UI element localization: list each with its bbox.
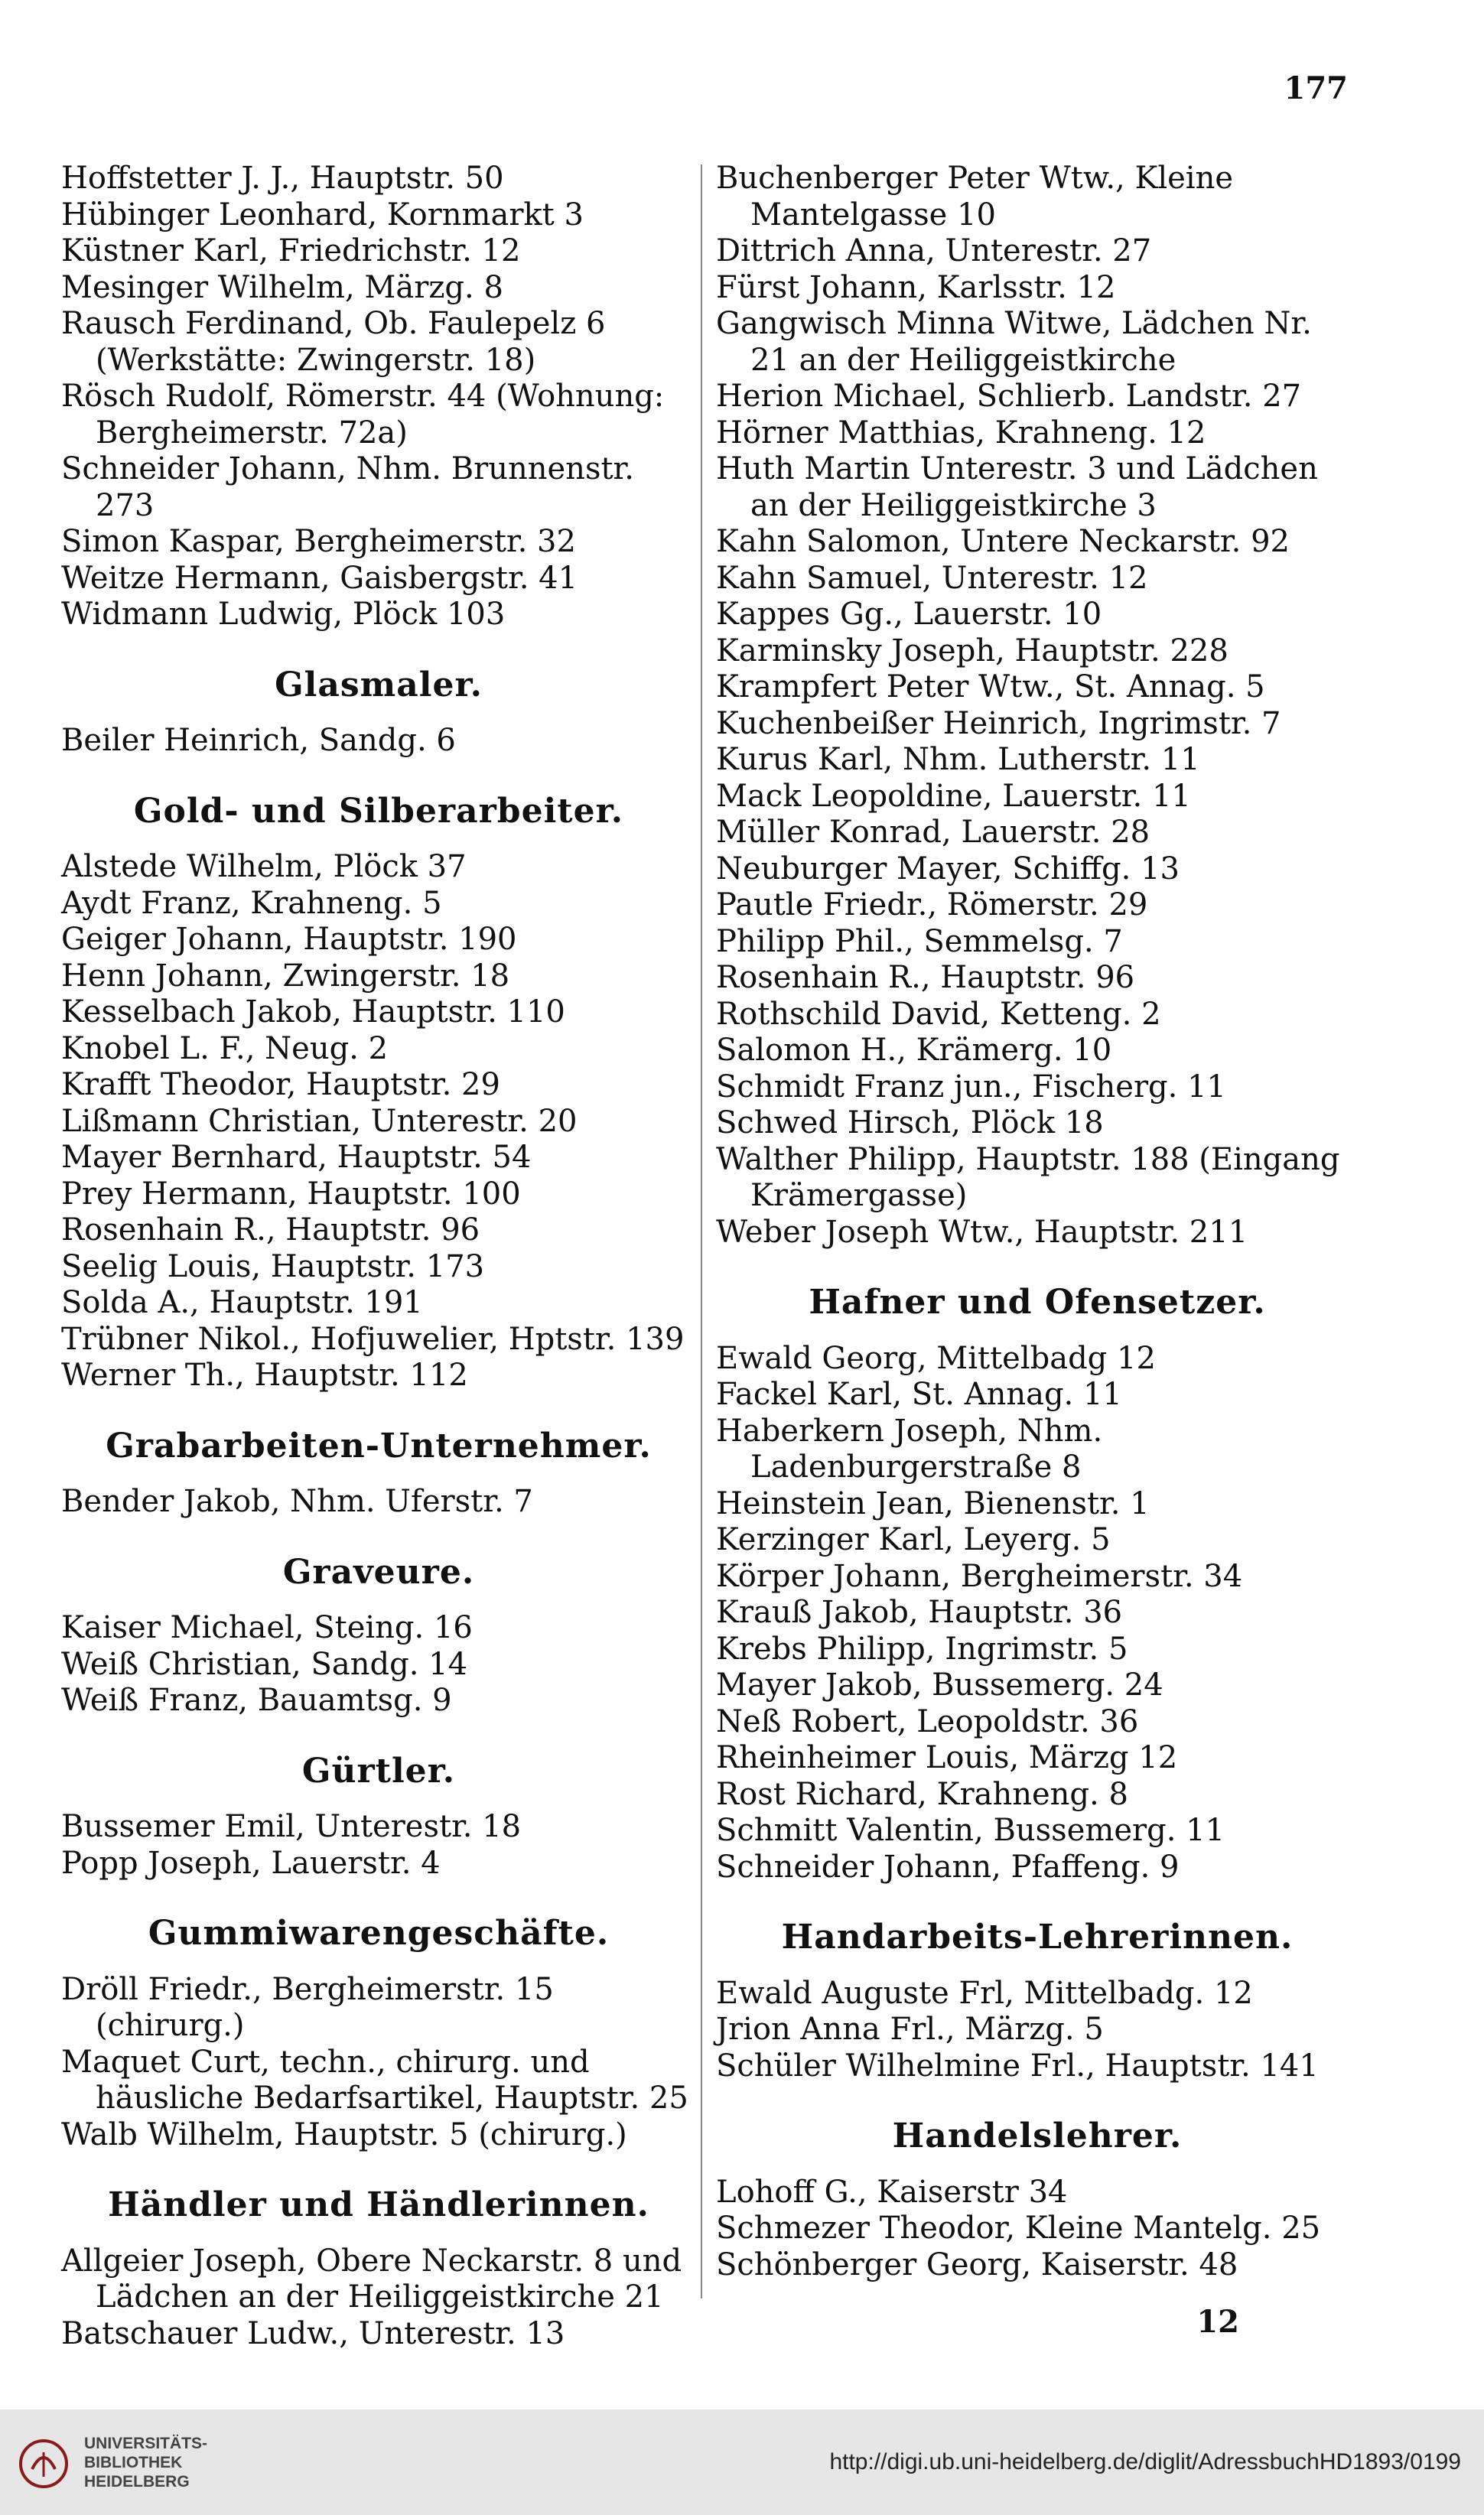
list-entry: Schwed Hirsch, Plöck 18 [716,1105,1104,1140]
list-entry: Geiger Johann, Hauptstr. 190 [61,922,517,957]
list-entry: Pautle Friedr., Römerstr. 29 [716,887,1148,922]
section-hafner [716,1284,1359,1885]
list-entry: Schmidt Franz jun., Fischerg. 11 [716,1069,1226,1105]
list-entry: Bender Jakob, Nhm. Uferstr. 7 [61,1484,533,1519]
list-entry: Maquet Curt, techn., chirurg. und häusliche Bedarfsartikel, Hauptstr. 25 [61,2044,688,2116]
list-entry: Küstner Karl, Friedrichstr. 12 [61,233,521,268]
list-entry: Schmitt Valentin, Bussemerg. 11 [716,1813,1225,1848]
list-entry: Dittrich Anna, Unterestr. 27 [716,233,1152,268]
list-entry: Mayer Bernhard, Hauptstr. 54 [61,1140,532,1175]
list-entry: Gangwisch Minna Witwe, Lädchen Nr. 21 an der Heiliggeistkirche [716,306,1312,378]
list-entry: Hörner Matthias, Krahneng. 12 [716,415,1206,451]
list-entry: Rosenhain R., Hauptstr. 96 [716,960,1135,995]
list-entry: Herion Michael, Schlierb. Landstr. 27 [716,379,1302,414]
list-entry: Haberkern Joseph, Nhm. Ladenburgerstraße 8 [716,1413,1103,1485]
list-entry: Beiler Heinrich, Sandg. 6 [61,723,456,758]
section-gummiwaren [61,1915,696,2153]
section-haendler [61,2187,696,2352]
list-entry: Walther Philipp, Hauptstr. 188 (Eingang Krämergasse) [716,1141,1340,1213]
list-entry: Dröll Friedr., Bergheimerstr. 15 (chirurg.) [61,1971,554,2043]
list-entry: Kurus Karl, Nhm. Lutherstr. 11 [716,742,1200,777]
list-entry: Neß Robert, Leopoldstr. 36 [716,1703,1139,1739]
list-entry: Widmann Ludwig, Plöck 103 [61,597,506,632]
list-entry: Seelig Louis, Hauptstr. 173 [61,1248,485,1284]
list-entry: Batschauer Ludw., Unterestr. 13 [61,2315,565,2351]
list-entry: Ewald Auguste Frl, Mittelbadg. 12 [716,1975,1253,2011]
list-entry: Heinstein Jean, Bienenstr. 1 [716,1485,1150,1521]
list-entry: Schmezer Theodor, Kleine Mantelg. 25 [716,2211,1321,2246]
list-entry: Hoffstetter J. J., Hauptstr. 50 [61,161,504,196]
list-entry: Mayer Jakob, Bussemerg. 24 [716,1667,1163,1703]
section-grabarbeiten [61,1428,696,1521]
page-number: 177 [1284,70,1348,106]
section-handarbeits-lehrerinnen [716,1919,1359,2084]
list-entry: Alstede Wilhelm, Plöck 37 [61,849,467,884]
list-entry: Kahn Samuel, Unterestr. 12 [716,560,1148,596]
list-entry: Huth Martin Unterestr. 3 und Lädchen an der Heiliggeistkirche 3 [716,451,1318,523]
list-entry: Rheinheimer Louis, Märzg 12 [716,1740,1178,1775]
list-entry: Karminsky Joseph, Hauptstr. 228 [716,633,1229,669]
list-entry: Aydt Franz, Krahneng. 5 [61,885,442,921]
library-name-line: BIBLIOTHEK [84,2454,183,2471]
section-graveure [61,1554,696,1720]
right-entries-top [716,161,1359,1251]
list-entry: Rosenhain R., Hauptstr. 96 [61,1212,480,1248]
section-heading: Händler und Händlerinnen. [108,2185,649,2224]
list-entry: Schneider Johann, Pfaffeng. 9 [716,1849,1180,1885]
list-entry: Kesselbach Jakob, Hauptstr. 110 [61,994,565,1030]
list-entry: Philipp Phil., Semmelsg. 7 [716,923,1123,959]
list-entry: Buchenberger Peter Wtw., Kleine Mantelgasse 10 [716,161,1234,233]
list-entry: Bussemer Emil, Unterestr. 18 [61,1809,522,1844]
list-entry: Rausch Ferdinand, Ob. Faulepelz 6 (Werkstätte: Zwingerstr. 18) [61,306,606,378]
list-entry: Ewald Georg, Mittelbadg 12 [716,1340,1156,1376]
list-entry: Schüler Wilhelmine Frl., Hauptstr. 141 [716,2048,1319,2084]
section-heading: Handarbeits-Lehrerinnen. [781,1918,1294,1957]
section-heading: Handelslehrer. [892,2116,1183,2155]
list-entry: Krebs Philipp, Ingrimstr. 5 [716,1631,1128,1667]
right-column [716,161,1359,2283]
list-entry: Fackel Karl, St. Annag. 11 [716,1377,1122,1412]
list-entry: Krampfert Peter Wtw., St. Annag. 5 [716,669,1265,704]
section-heading: Glasmaler. [275,665,483,704]
library-name-line: HEIDELBERG [84,2473,190,2491]
list-entry: Rösch Rudolf, Römerstr. 44 (Wohnung: Bergheimerstr. 72a) [61,379,665,451]
column-divider [701,164,702,2299]
list-entry: Krafft Theodor, Hauptstr. 29 [61,1067,500,1102]
list-entry: Salomon H., Krämerg. 10 [716,1033,1112,1068]
list-entry: Werner Th., Hauptstr. 112 [61,1358,468,1393]
list-entry: Walb Wilhelm, Hauptstr. 5 (chirurg.) [61,2116,627,2152]
list-entry: Weber Joseph Wtw., Hauptstr. 211 [716,1214,1248,1250]
section-heading: Grabarbeiten-Unternehmer. [106,1426,652,1466]
list-entry: Popp Joseph, Lauerstr. 4 [61,1845,441,1881]
list-entry: Mesinger Wilhelm, Märzg. 8 [61,269,503,305]
library-logo-icon [18,2439,69,2489]
list-entry: Körper Johann, Bergheimerstr. 34 [716,1558,1243,1594]
list-entry: Krauß Jakob, Hauptstr. 36 [716,1595,1123,1630]
list-entry: Schönberger Georg, Kaiserstr. 48 [716,2247,1238,2282]
list-entry: Simon Kaspar, Bergheimerstr. 32 [61,524,576,559]
left-column [61,161,696,2352]
list-entry: Rothschild David, Ketteng. 2 [716,996,1161,1032]
list-entry: Knobel L. F., Neug. 2 [61,1030,389,1066]
list-entry: Weiß Franz, Bauamtsg. 9 [61,1683,452,1718]
list-entry: Kappes Gg., Lauerstr. 10 [716,597,1102,632]
left-entries-top [61,161,696,633]
list-entry: Fürst Johann, Karlsstr. 12 [716,269,1116,305]
section-heading: Hafner und Ofensetzer. [809,1283,1266,1322]
list-entry: Henn Johann, Zwingerstr. 18 [61,958,510,994]
list-entry: Weiß Christian, Sandg. 14 [61,1646,468,1682]
list-entry: Lißmann Christian, Unterestr. 20 [61,1103,578,1139]
list-entry: Müller Konrad, Lauerstr. 28 [716,815,1150,850]
section-handelslehrer [716,2118,1359,2283]
list-entry: Weitze Hermann, Gaisbergstr. 41 [61,560,578,596]
list-entry: Schneider Johann, Nhm. Brunnenstr. 273 [61,451,634,523]
list-entry: Mack Leopoldine, Lauerstr. 11 [716,778,1191,814]
section-heading: Gürtler. [301,1751,456,1791]
list-entry: Lohoff G., Kaiserstr 34 [716,2174,1068,2210]
section-glasmaler [61,667,696,760]
list-entry: Hübinger Leonhard, Kornmarkt 3 [61,197,584,233]
library-name-line: UNIVERSITÄTS- [84,2435,208,2452]
list-entry: Allgeier Joseph, Obere Neckarstr. 8 und Lädchen an der Heiliggeistkirche 21 [61,2243,682,2315]
library-name [84,2434,207,2491]
section-heading: Gummiwarengeschäfte. [148,1914,610,1953]
section-guertler [61,1753,696,1882]
list-entry: Neuburger Mayer, Schiffg. 13 [716,851,1180,887]
source-url-link[interactable]: http://digi.ub.uni-heidelberg.de/diglit/AdressbuchHD1893/0199 [829,2449,1461,2474]
list-entry: Kahn Salomon, Untere Neckarstr. 92 [716,524,1290,559]
list-entry: Kaiser Michael, Steing. 16 [61,1610,473,1645]
list-entry: Kuchenbeißer Heinrich, Ingrimstr. 7 [716,705,1281,741]
list-entry: Prey Hermann, Hauptstr. 100 [61,1176,521,1212]
section-heading: Graveure. [282,1552,475,1592]
list-entry: Solda A., Hauptstr. 191 [61,1285,423,1320]
section-heading: Gold- und Silberarbeiter. [133,791,624,831]
list-entry: Kerzinger Karl, Leyerg. 5 [716,1522,1111,1557]
library-footer [0,2409,1484,2515]
signature-number: 12 [1196,2304,1239,2340]
list-entry: Jrion Anna Frl., Märzg. 5 [716,2012,1104,2047]
list-entry: Trübner Nikol., Hofjuwelier, Hptstr. 139 [61,1321,685,1357]
list-entry: Rost Richard, Krahneng. 8 [716,1776,1128,1812]
section-gold-silberarbeiter [61,793,696,1394]
